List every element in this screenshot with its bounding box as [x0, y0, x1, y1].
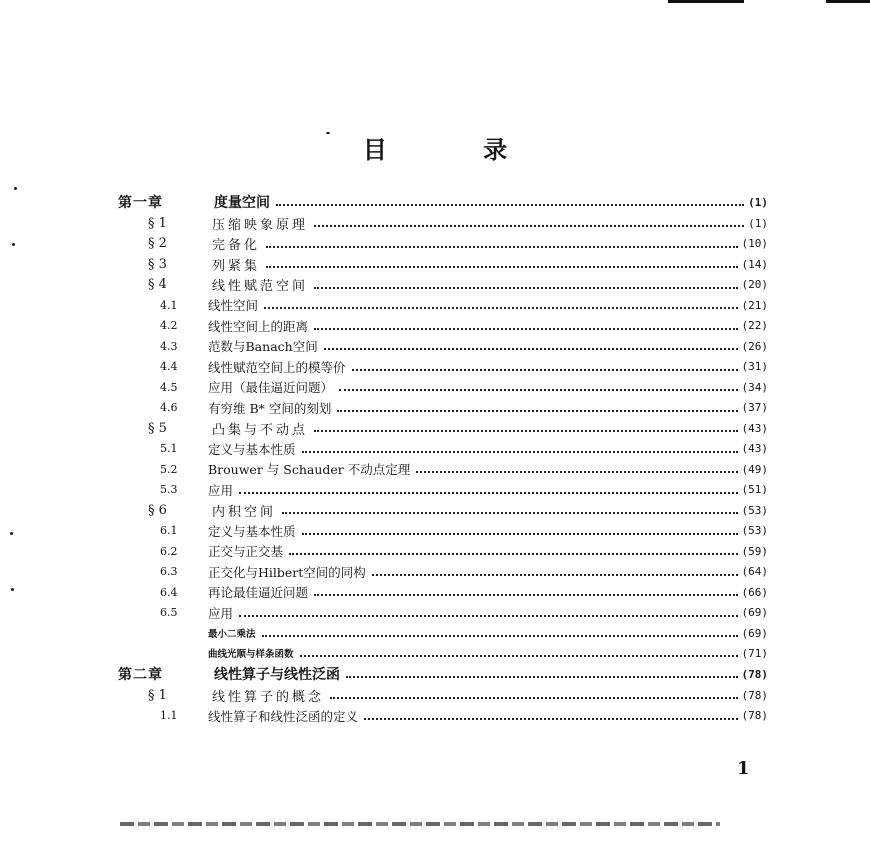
toc-entry-title: 凸集与不动点 — [212, 422, 309, 438]
toc-entry-number: 1.1 — [160, 709, 178, 723]
toc-entry-number: § 3 — [148, 256, 167, 272]
dot-leader — [314, 328, 737, 330]
toc-entry-page: (51) — [741, 483, 768, 497]
toc-entry-title: 范数与Banach空间 — [208, 339, 318, 355]
toc-entry-page: (31) — [741, 360, 768, 374]
toc-entry-page: (20) — [741, 278, 768, 292]
toc-entry — [118, 439, 768, 460]
toc-entry-number: § 1 — [148, 215, 167, 231]
toc-entry-title: 线性算子和线性泛函的定义 — [208, 708, 359, 724]
page-number: 1 — [737, 758, 750, 779]
toc-entry — [118, 663, 768, 685]
toc-entry — [118, 582, 768, 603]
toc-entry-title: 线性空间上的距离 — [208, 318, 309, 334]
bottom-scan-strip — [120, 822, 720, 826]
toc-entry-number: § 5 — [148, 420, 167, 436]
toc-entry — [118, 541, 768, 562]
toc-entry-title: 有穷维 B* 空间的刻划 — [208, 400, 332, 416]
toc-entry-title: Brouwer 与 Schauder 不动点定理 — [208, 462, 411, 478]
dot-leader — [266, 246, 737, 248]
toc-entry-page: (10) — [741, 237, 768, 251]
dot-leader — [289, 553, 737, 555]
toc-entry-number: 6.2 — [160, 544, 178, 558]
toc-entry — [118, 213, 768, 234]
toc-entry-page: (53) — [741, 524, 768, 538]
toc-entry-title: 线性算子与线性泛函 — [214, 667, 340, 683]
top-edge-mark — [826, 0, 870, 3]
toc-entry-number: 4.4 — [160, 360, 178, 374]
toc-entry-title: 线性算子的概念 — [212, 689, 325, 705]
toc-entry-page: (43) — [741, 442, 768, 456]
dot-leader — [314, 225, 744, 227]
toc-entry-number: 4.2 — [160, 319, 178, 333]
toc-entry-number: 4.5 — [160, 380, 178, 394]
toc-entry-title: 线性赋范空间 — [212, 279, 309, 295]
scan-speck — [12, 243, 15, 246]
toc-entry — [118, 377, 768, 398]
toc-entry — [118, 643, 768, 663]
toc-entry — [118, 357, 768, 378]
toc-entry-number: 4.6 — [160, 401, 178, 415]
toc-entry-number: 第一章 — [118, 195, 163, 211]
toc-entry-page: (78) — [741, 688, 768, 702]
toc-entry-number: 5.1 — [160, 442, 178, 456]
toc-entry-title: 最小二乘法 — [208, 629, 256, 640]
toc-entry-page: (14) — [741, 257, 768, 271]
toc-entry — [118, 521, 768, 542]
dot-leader — [372, 574, 738, 576]
toc-entry-title: 应用 — [208, 605, 234, 621]
dot-leader — [330, 697, 737, 699]
toc-entry — [118, 275, 768, 296]
dot-leader — [282, 512, 737, 514]
toc-entry-title: 完备化 — [212, 238, 261, 254]
toc-entry-number: § 4 — [148, 277, 167, 293]
scan-speck — [11, 588, 14, 591]
toc-entry-number: 6.4 — [160, 585, 178, 599]
toc-entry-page: (34) — [741, 380, 768, 394]
dot-leader — [276, 204, 744, 206]
dot-leader — [302, 451, 738, 453]
toc-entry — [118, 316, 768, 337]
toc-entry-page: (53) — [741, 503, 768, 517]
toc-entry-page: (69) — [741, 606, 768, 620]
dot-leader — [352, 369, 738, 371]
toc-entry-page: (64) — [741, 565, 768, 579]
dot-leader — [314, 430, 737, 432]
toc-entry-page: (26) — [741, 339, 768, 353]
toc-entry-page: (69) — [741, 626, 768, 640]
toc-entry-title: 定义与基本性质 — [208, 523, 296, 539]
scan-speck — [14, 187, 17, 190]
toc-entry-page: (78) — [741, 667, 768, 681]
dot-leader — [416, 471, 737, 473]
toc-entry-page: (59) — [741, 544, 768, 558]
toc-entry — [118, 336, 768, 357]
dot-leader — [262, 635, 738, 637]
toc-entry-number: 6.5 — [160, 606, 178, 620]
toc-entry — [118, 562, 768, 583]
toc-entry — [118, 191, 768, 213]
toc-entry-number: 第二章 — [118, 667, 163, 683]
toc-entry-title: 应用 — [208, 482, 234, 498]
toc-entry-page: (37) — [741, 401, 768, 415]
toc-entry-page: (49) — [741, 462, 768, 476]
toc-entry-page: (71) — [741, 646, 768, 660]
dot-leader — [302, 533, 738, 535]
toc-entry-page: (66) — [741, 585, 768, 599]
top-edge-mark — [668, 0, 744, 3]
table-of-contents — [118, 191, 768, 726]
dot-leader — [264, 307, 737, 309]
dot-leader — [314, 287, 737, 289]
dot-leader — [339, 389, 737, 391]
dot-leader — [324, 348, 738, 350]
dot-leader — [364, 718, 737, 720]
toc-entry-number: 6.3 — [160, 565, 178, 579]
toc-entry — [118, 500, 768, 521]
dot-leader — [266, 266, 737, 268]
toc-entry-title: 定义与基本性质 — [208, 441, 296, 457]
toc-entry — [118, 398, 768, 419]
toc-entry-title: 正交化与Hilbert空间的同构 — [208, 564, 366, 580]
dot-leader — [300, 655, 738, 657]
toc-entry-number: 6.1 — [160, 524, 178, 538]
toc-entry-title: 内积空间 — [212, 504, 277, 520]
toc-entry — [118, 480, 768, 501]
toc-entry-title: 应用（最佳逼近问题） — [208, 380, 334, 396]
toc-entry-page: (1) — [748, 216, 768, 230]
toc-entry-page: (21) — [741, 298, 768, 312]
toc-entry-page: (22) — [741, 319, 768, 333]
toc-entry-title: 再论最佳逼近问题 — [208, 585, 309, 601]
toc-entry — [118, 254, 768, 275]
toc-entry-number: 5.2 — [160, 462, 178, 476]
toc-entry — [118, 623, 768, 643]
dot-leader — [239, 615, 737, 617]
toc-entry-page: (43) — [741, 421, 768, 435]
toc-entry-number: § 1 — [148, 687, 167, 703]
toc-entry-number: § 2 — [148, 236, 167, 252]
toc-entry-number: § 6 — [148, 502, 167, 518]
toc-entry-number: 4.3 — [160, 339, 178, 353]
toc-entry-title: 列紧集 — [212, 258, 261, 274]
toc-entry-title: 正交与正交基 — [208, 544, 284, 560]
toc-entry — [118, 234, 768, 255]
toc-entry-title: 压缩映象原理 — [212, 217, 309, 233]
page-title: 目 录 — [362, 135, 552, 164]
toc-entry-page: (78) — [741, 709, 768, 723]
toc-entry — [118, 295, 768, 316]
dot-leader — [239, 492, 737, 494]
toc-entry — [118, 685, 768, 706]
toc-entry — [118, 706, 768, 727]
toc-entry — [118, 418, 768, 439]
toc-entry — [118, 603, 768, 624]
toc-entry-number: 4.1 — [160, 298, 178, 312]
dot-leader — [346, 676, 738, 678]
dot-leader — [337, 410, 737, 412]
toc-entry-number: 5.3 — [160, 483, 178, 497]
toc-entry-page: (1) — [748, 195, 768, 209]
dot-leader — [314, 594, 737, 596]
toc-entry-title: 线性空间 — [208, 298, 259, 314]
scan-speck — [10, 532, 13, 535]
toc-entry — [118, 459, 768, 480]
toc-entry-title: 度量空间 — [214, 195, 270, 211]
toc-entry-title: 线性赋范空间上的模等价 — [208, 359, 346, 375]
toc-entry-title: 曲线光顺与样条函数 — [208, 649, 294, 660]
